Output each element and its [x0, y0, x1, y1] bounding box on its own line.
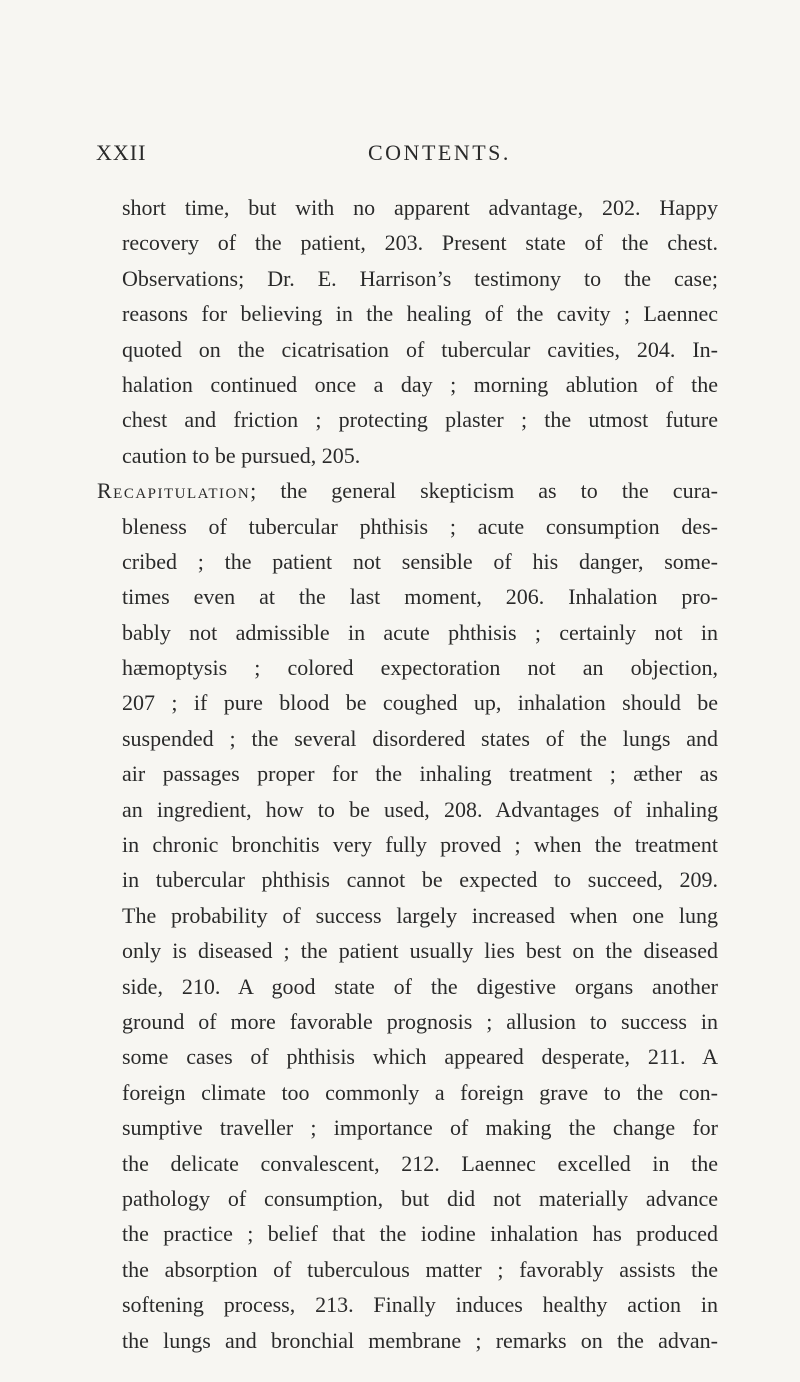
text-line: hæmoptysis ; colored expectoration not an objection, [122, 655, 718, 681]
text-line: in tubercular phthisis cannot be expected to succeed, 209. [122, 867, 718, 893]
text-line: halation continued once a day ; morning ablution of the [122, 371, 718, 397]
text-line: the practice ; belief that the iodine inhalation has produced [122, 1221, 718, 1247]
text-line: reasons for believing in the healing of the cavity ; Laennec [122, 301, 718, 327]
text-line: the delicate convalescent, 212. Laennec excelled in the [122, 1150, 718, 1176]
text-line: Observations; Dr. E. Harrison’s testimony to the case; [122, 265, 718, 291]
text-line: chest and friction ; protecting plaster ; the utmost future [122, 407, 718, 433]
text-line [97, 473, 718, 508]
text-line: cribed ; the patient not sensible of his danger, some- [122, 548, 718, 574]
text-line: ground of more favorable prognosis ; allusion to success in [122, 1008, 718, 1034]
text-line: bleness of tubercular phthisis ; acute consumption des- [122, 513, 718, 539]
text-line: pathology of consumption, but did not materially advance [122, 1185, 718, 1211]
text-line: the absorption of tuberculous matter ; favorably assists the [122, 1256, 718, 1282]
text-line-rest: ; the general skepticism as to the cura- [250, 478, 718, 504]
contents-text [97, 190, 718, 1358]
text-line: caution to be pursued, 205. [122, 442, 361, 468]
text-line: quoted on the cicatrisation of tubercular cavities, 204. In- [122, 336, 718, 362]
text-line: short time, but with no apparent advantage, 202. Happy [122, 195, 718, 220]
text-line: suspended ; the several disordered states of the lungs and [122, 725, 718, 751]
page-number: XXII [96, 140, 147, 165]
recapitulation-heading: Recapitulation [97, 478, 251, 504]
text-line: side, 210. A good state of the digestive organs another [122, 973, 718, 999]
text-line: in chronic bronchitis very fully proved ; when the treatment [122, 832, 718, 858]
text-line: sumptive traveller ; importance of making the change for [122, 1115, 718, 1141]
text-line: recovery of the patient, 203. Present state of the chest. [122, 230, 718, 256]
text-line: times even at the last moment, 206. Inhalation pro- [122, 584, 718, 610]
text-line: The probability of success largely increased when one lung [122, 902, 718, 928]
text-line: 207 ; if pure blood be coughed up, inhalation should be [122, 690, 718, 716]
text-line: foreign climate too commonly a foreign grave to the con- [122, 1079, 718, 1105]
text-line: softening process, 213. Finally induces healthy action in [122, 1292, 718, 1318]
text-line: the lungs and bronchial membrane ; remarks on the advan- [122, 1327, 718, 1353]
text-line: only is diseased ; the patient usually lies best on the diseased [122, 938, 718, 964]
running-title: CONTENTS. [368, 140, 511, 165]
text-line: bably not admissible in acute phthisis ; certainly not in [122, 619, 718, 645]
text-line: some cases of phthisis which appeared desperate, 211. A [122, 1044, 718, 1070]
text-line: an ingredient, how to be used, 208. Advantages of inhaling [122, 796, 718, 822]
text-line: air passages proper for the inhaling treatment ; æther as [122, 761, 718, 787]
